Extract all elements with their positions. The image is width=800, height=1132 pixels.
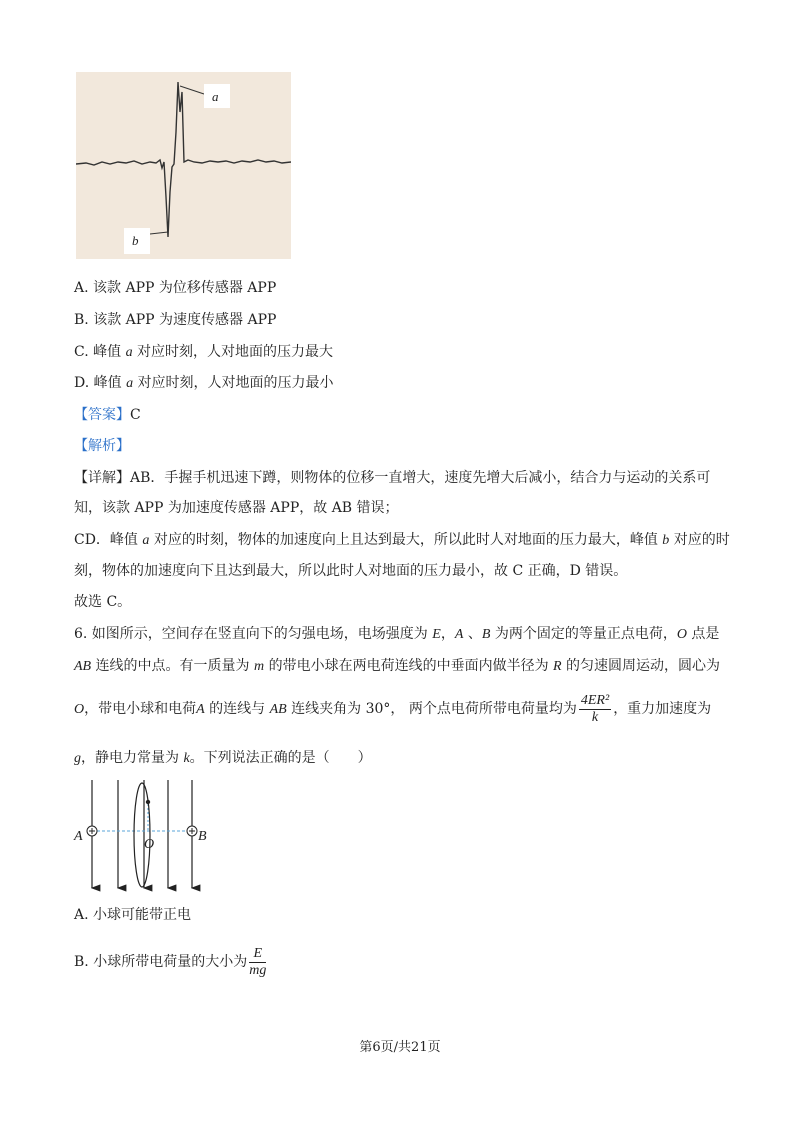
- q5-option-c-var: a: [125, 345, 133, 360]
- q6-option-b: [74, 944, 268, 980]
- q6-l1-d: 为两个固定的等量正点电荷，: [490, 626, 677, 642]
- q6-l3-A: A: [196, 702, 205, 717]
- detail-line-1-text: AB．手握手机迅速下蹲，则物体的位移一直增大，速度先增大后减小，结合力与运动的关系可: [130, 470, 711, 486]
- detail-label: 【详解】: [74, 470, 130, 486]
- q6-option-a: A. 小球可能带正电: [74, 907, 192, 923]
- label-b: b: [132, 233, 139, 248]
- q6-line-2: [74, 656, 720, 677]
- q6-l2-AB: AB: [74, 659, 92, 674]
- detail-line-5: 故选 C。: [74, 594, 132, 610]
- q6-line-1: [74, 624, 719, 645]
- charge-fraction: [579, 693, 611, 726]
- q6-l3-d: ，重力加速度为: [613, 701, 712, 717]
- q5-option-d-var: a: [126, 376, 134, 391]
- charge-amount-numerator: E: [249, 946, 266, 963]
- q6-option-b-pre: B. 小球所带电荷量的大小为: [74, 954, 248, 970]
- q5-option-c-pre: C. 峰值: [74, 344, 126, 360]
- label-B: B: [198, 829, 207, 844]
- field-diagram: [72, 778, 222, 896]
- q6-l4-g: g: [74, 751, 81, 766]
- orbit-ellipse: [134, 783, 150, 887]
- q5-option-b: B. 该款 APP 为速度传感器 APP: [74, 312, 277, 328]
- answer-value: C: [130, 407, 141, 423]
- q6-l2-b: 的带电小球在两电荷连线的中垂面内做半径为: [264, 658, 554, 674]
- q6-l2-R: R: [553, 659, 562, 674]
- charge-amount-denominator: mg: [249, 962, 267, 978]
- charge-amount-fraction: [249, 946, 266, 979]
- label-a: a: [212, 89, 219, 104]
- label-A: A: [74, 829, 83, 844]
- q6-l1-e: 点是: [686, 626, 720, 642]
- detail-line-4: 刻，物体的加速度向下且达到最大，所以此时人对地面的压力最小，故 C 正确，D 错误。: [74, 563, 628, 579]
- q6-l3-b: 的连线与: [204, 701, 270, 717]
- q6-l1-b: ，: [440, 626, 455, 642]
- q6-l2-m: m: [254, 659, 265, 674]
- label-O: O: [144, 837, 155, 852]
- q5-option-c-post: 对应时刻，人对地面的压力最大: [132, 344, 334, 360]
- label-b-pointer: [150, 232, 168, 234]
- label-a-pointer: [180, 86, 204, 94]
- waveform-line: [76, 82, 291, 237]
- detail-line-3-post: 对应的时: [669, 532, 730, 548]
- q6-l1-B: B: [481, 627, 491, 642]
- q6-l4-k: k: [183, 751, 190, 766]
- q6-l1-a: 6. 如图所示，空间存在竖直向下的匀强电场，电场强度为: [74, 626, 433, 642]
- q5-option-d: [74, 373, 334, 394]
- q6-l1-O: O: [676, 627, 687, 642]
- q6-l1-A: A: [454, 627, 464, 642]
- q6-l2-c: 的匀速圆周运动，圆心为: [561, 658, 721, 674]
- detail-line-3: [74, 530, 730, 551]
- q6-l3-AB: AB: [269, 702, 287, 717]
- waveform-svg: [76, 72, 291, 259]
- waveform-figure: [76, 72, 291, 259]
- answer-label: 【答案】: [74, 407, 130, 423]
- q6-line-3: [74, 690, 711, 729]
- q5-option-d-pre: D. 峰值: [74, 375, 127, 391]
- q6-line-4: [74, 748, 372, 769]
- answer-line: [74, 405, 141, 425]
- q6-l1-c: 、: [463, 626, 482, 642]
- q6-l4-a: ，静电力常量为: [81, 750, 184, 766]
- q6-l1-E: E: [432, 627, 441, 642]
- q6-l3-c: 连线夹角为 30°， 两个点电荷所带电荷量均为: [286, 701, 577, 717]
- q6-l3-O: O: [74, 702, 85, 717]
- field-diagram-svg: [72, 778, 222, 896]
- analysis-label: 【解析】: [74, 438, 130, 454]
- q6-l2-a: 连线的中点。有一质量为: [91, 658, 255, 674]
- page-footer: 第6页/共21页: [359, 1040, 441, 1055]
- charge-fraction-denominator: k: [591, 709, 599, 725]
- detail-line-3-pre: CD．峰值: [74, 532, 143, 548]
- q5-option-c: [74, 342, 333, 363]
- detail-line-1: [74, 468, 710, 488]
- q6-l4-b: 。下列说法正确的是（ ）: [189, 750, 372, 766]
- ball-dot: [146, 800, 150, 804]
- detail-line-3-mid: 对应的时刻，物体的加速度向上且达到最大，所以此时人对地面的压力最大，峰值: [149, 532, 663, 548]
- detail-line-3-var-b: b: [662, 533, 670, 548]
- q5-option-a: A. 该款 APP 为位移传感器 APP: [74, 280, 277, 296]
- q6-l3-a: ，带电小球和电荷: [84, 701, 197, 717]
- detail-line-2: 知，该款 APP 为加速度传感器 APP，故 AB 错误；: [74, 500, 399, 516]
- charge-fraction-numerator: 4ER²: [580, 692, 610, 708]
- detail-line-3-var-a: a: [142, 533, 150, 548]
- q5-option-d-post: 对应时刻，人对地面的压力最小: [133, 375, 334, 391]
